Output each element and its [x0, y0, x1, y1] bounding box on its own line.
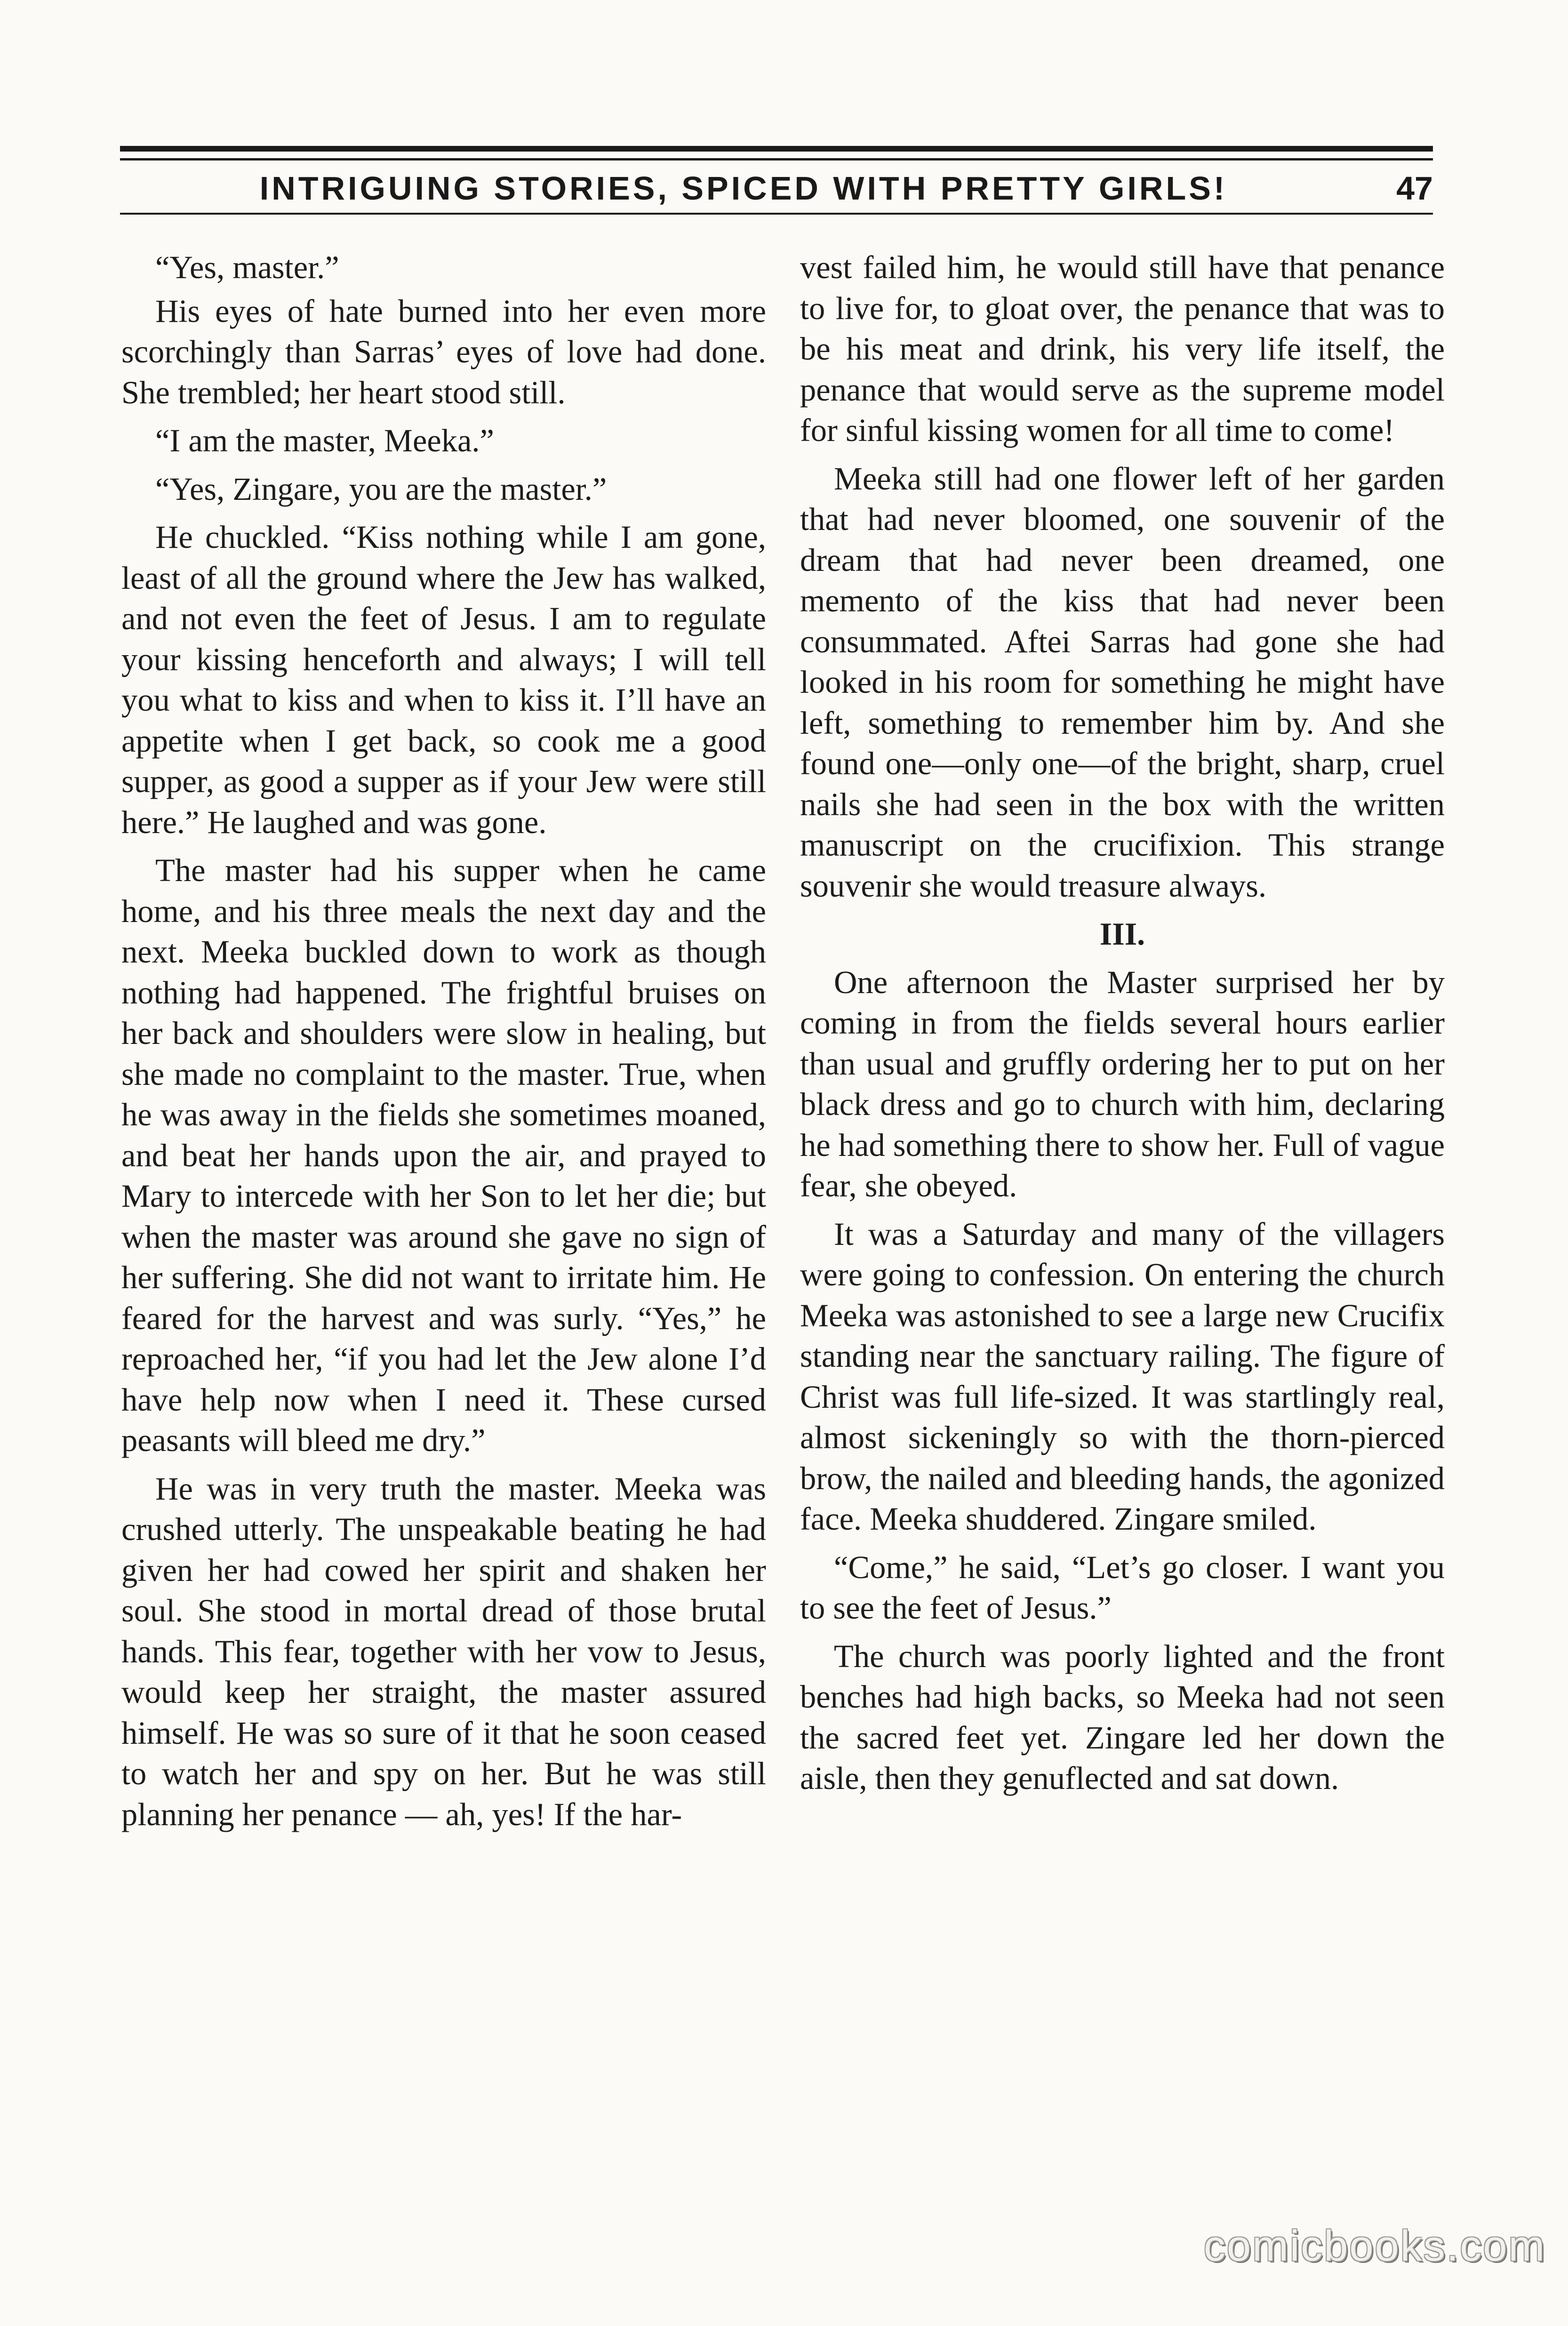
paragraph-continuation: vest failed him, he would still have that penance to live for, to gloat over, the penance that was to be his meat and drink, his very life itself, the penance that would serve as the supreme model for sinful kissing women for all time to come!	[800, 249, 1445, 448]
paragraph: He was in very truth the master. Meeka was crushed utterly. The unspeakable beating he had given her had cowed her spirit and shaken her soul. She stood in mortal dread of those brutal hands. This fear, together with her vow to Jesus, would keep her straight, the master assured himself. He was so sure of it that he soon ceased to watch her and spy on her. But he was still planning her penance — ah, yes! If the har-	[121, 1470, 766, 1832]
watermark: comicbooks.com	[1203, 2222, 1546, 2270]
paragraph: Meeka still had one flower left of her garden that had never bloomed, one souvenir of the dream that had never been dreamed, one memento of the kiss that had never been consummated. Aftei Sarras had gone she had looked in his room for something he might have left, something to remember him by. And she found one—only one—of the bright, sharp, cruel nails she had seen in the box with the written manuscript on the crucifixion. This strange souvenir she would treasure always.	[800, 460, 1445, 904]
paragraph: The master had his supper when he came home, and his three meals the next day and the next. Meeka buckled down to work as though nothing had happened. The frightful bruises on her back and shoulders were slow in healing, but she made no complaint to the master. True, when he was away in the fields she sometimes moaned, and beat her hands upon the air, and prayed to Mary to intercede with her Son to let her die; but when the master was around she gave no sign of her suffering. She did not want to irritate him. He feared for the harvest and was surly. “Yes,” he reproached her, “if you had let the Jew alone I’d have help now when I need it. These cursed peasants will bleed me dry.”	[121, 852, 766, 1458]
running-head: INTRIGUING STORIES, SPICED WITH PRETTY GIRLS!	[259, 170, 1228, 207]
paragraph: His eyes of hate burned into her even more scorchingly than Sarras’ eyes of love had done. She trembled; her heart stood still.	[121, 293, 766, 410]
paragraph: One afternoon the Master surprised her by coming in from the fields several hours earlier than usual and gruffly ordering her to put on her black dress and go to church with him, declaring he had something there to show her. Full of vague fear, she obeyed.	[800, 964, 1445, 1203]
paragraph: “Yes, master.”	[155, 249, 339, 285]
section-heading: III.	[1099, 916, 1145, 952]
left-column	[121, 247, 766, 1842]
paragraph: The church was poorly lighted and the front benches had high backs, so Meeka had not seen the sacred feet yet. Zingare led her down the aisle, then they genuflected and sat down.	[800, 1638, 1445, 1796]
header-rule-thick	[120, 146, 1433, 152]
paragraph: He chuckled. “Kiss nothing while I am gone, least of all the ground where the Jew has walked, and not even the feet of Jesus. I am to regulate your kissing henceforth and always; I will tell you what to kiss and when to kiss it. I’ll have an appetite when I get back, so cook me a good supper, as good a supper as if your Jew were still here.” He laughed and was gone.	[121, 519, 766, 840]
page-number: 47	[1396, 170, 1433, 207]
paragraph: “Come,” he said, “Let’s go closer. I want you to see the feet of Jesus.”	[800, 1549, 1445, 1626]
paragraph: It was a Saturday and many of the villagers were going to confession. On entering the church Meeka was astonished to see a large new Crucifix standing near the sanctuary railing. The figure of Christ was full life-sized. It was startlingly real, almost sickeningly so with the thorn-pierced brow, the nailed and bleeding hands, the agonized face. Meeka shuddered. Zingare smiled.	[800, 1216, 1445, 1537]
right-column	[800, 247, 1445, 1806]
header-rule-bottom	[120, 213, 1433, 215]
header-rule-thin	[120, 158, 1433, 160]
page-header	[120, 165, 1433, 212]
paragraph: “Yes, Zingare, you are the master.”	[155, 471, 607, 507]
paragraph: “I am the master, Meeka.”	[155, 423, 494, 458]
